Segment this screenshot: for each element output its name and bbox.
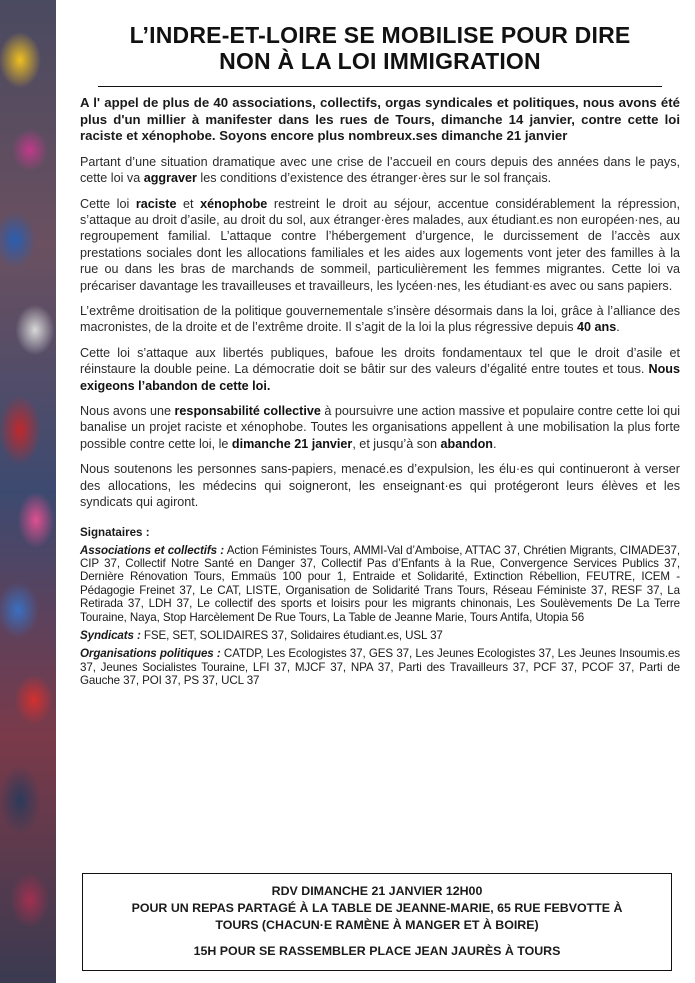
rdv-box	[82, 873, 672, 971]
leaflet-content	[80, 0, 681, 958]
signataires-syndicats: Syndicats : FSE, SET, SOLIDAIRES 37, Solidaires étudiant.es, USL 37	[80, 628, 443, 642]
title-line-1: L’INDRE-ET-LOIRE SE MOBILISE POUR DIRE	[129, 22, 631, 48]
paragraph-5: Nous avons une responsabilité collective à poursuivre une action massive et populaire contre cette loi qui banalise un projet raciste et xénophobe. Toutes les organisations appellent à une mobilisation la plus forte possible contre cette loi, le dimanche 21 janvier, et jusqu’à son abandon.	[80, 404, 680, 451]
paragraph-3: L’extrême droitisation de la politique gouvernementale s’insère désormais dans la loi, grâce à l’alliance des macronistes, de la droite et de l’extrême droite. Il s’agit de la loi la plus régressive depuis 40 ans.	[80, 304, 680, 335]
protest-crowd-photo	[0, 0, 56, 983]
signataires-heading: Signataires :	[80, 525, 150, 539]
title-divider	[98, 86, 662, 87]
signataires-organisations: Organisations politiques : CATDP, Les Ecologistes 37, GES 37, Les Jeunes Ecologistes 37, Les Jeunes Insoumis.es 37, Jeunes Socialistes Touraine, LFI 37, MJCF 37, NPA 37, Parti des Travailleurs 37, PCF 37, PCOF 37, Parti de Gauche 37, POI 37, PS 37, UCL 37	[80, 647, 681, 688]
rdv-date: RDV DIMANCHE 21 JANVIER 12H00	[271, 884, 483, 898]
signataires-associations: Associations et collectifs : Action Féministes Tours, AMMI-Val d’Amboise, ATTAC 37, Chrétien Migrants, CIMADE37, CIP 37, Collectif Notre Santé en Danger 37, Collectif Pas d’Enfants à la Rue, Convergence Services Publics 37, Dernière Rénovation Tours, Emmaüs 100 pour 1, Entraide et Solidarité, Extinction Rébellion, FEUTRE, ICEM - Pédagogie Freinet 37, Le CAT, LISTE, Organisation de Solidarité Trans Tours, Réseau Féministe 37, RESF 37, La Retirada 37, LDH 37, Le collectif des sports et loisirs pour les migrants chinonais, Les Soulèvements De La Terre Touraine, Naya, Stop Harcèlement De Rue Tours, La Table de Jeanne Marie, Tours Antifa, Utopia 56	[80, 543, 680, 624]
paragraph-4: Cette loi s’attaque aux libertés publiques, bafoue les droits fondamentaux tel que le droit d’asile et réinstaure la double peine. La démocratie doit se bâtir sur des valeurs d’égalité entre toutes et tous. Nous exigeons l’abandon de cette loi.	[80, 345, 680, 393]
paragraph-1: Partant d’une situation dramatique avec une crise de l’accueil en cours depuis des années dans le pays, cette loi va aggraver les conditions d’existence des étranger·ères sur le sol français.	[80, 154, 680, 186]
rdv-meal-note: TOURS (CHACUN·E RAMÈNE À MANGER ET À BOIRE)	[215, 918, 539, 932]
paragraph-6: Nous soutenons les personnes sans-papiers, menacé.es d’expulsion, les élu·es qui continueront à verser des allocations, les médecins qui soigneront, les enseignant·es qui protégeront leurs élèves et les syndicats qui agiront.	[80, 462, 680, 510]
rdv-meal-line: POUR UN REPAS PARTAGÉ À LA TABLE DE JEANNE-MARIE, 65 RUE FEBVOTTE À	[131, 901, 623, 915]
rdv-rally: 15H POUR SE RASSEMBLER PLACE JEAN JAURÈS À TOURS	[193, 944, 561, 958]
paragraph-2: Cette loi raciste et xénophobe restreint le droit au séjour, accentue considérablement la répression, s’attaque au droit d’asile, au droit du sol, aux étranger·ères malades, aux étudiant.es non européen·nes, au regroupement familial. L’attaque contre l’hébergement d’urgence, le durcissement de l’accès aux prestations sociales dont les allocations familiales et les aides aux logements vont jeter des familles à la rue ou dans les bras de marchands de sommeil, particulièrement les femmes migrantes. Cette loi va précariser davantage les travailleuses et travailleurs, les lycéen·nes, les étudiant·es avec ou sans papiers.	[80, 196, 680, 293]
page-title	[80, 22, 680, 74]
lead-paragraph: A l' appel de plus de 40 associations, collectifs, orgas syndicales et politiques, nous avons été plus d'un millier à manifester dans les rues de Tours, dimanche 14 janvier, contre cette loi raciste et xénophobe. Soyons encore plus nombreux.ses dimanche 21 janvier	[80, 95, 680, 144]
title-line-2: NON À LA LOI IMMIGRATION	[219, 48, 541, 74]
